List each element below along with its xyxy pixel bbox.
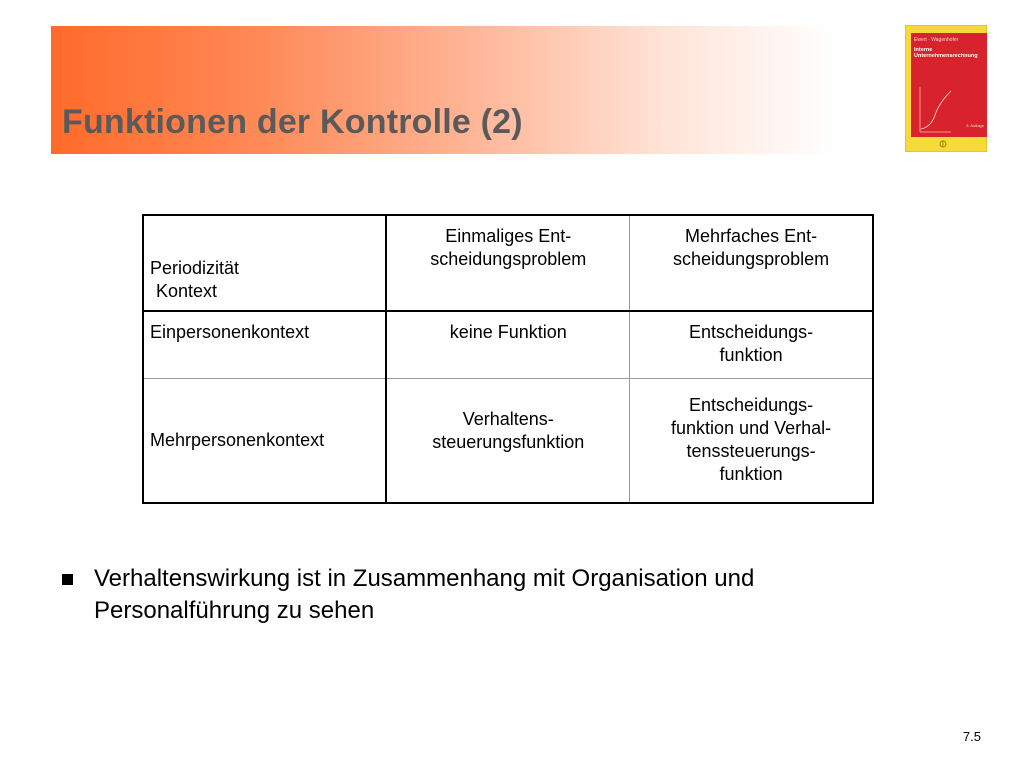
cell-text-line-1: Entscheidungs- [689,395,814,416]
publisher-logo-icon [939,140,947,148]
square-bullet-icon [62,574,73,585]
book-cover-graph-icon [917,85,953,135]
book-title-line-1: Interne [914,47,933,53]
table-header-row [143,215,873,311]
table-corner-cell [143,215,386,311]
page-number: 7.5 [962,729,981,744]
bullet-text-line-1: Verhaltenswirkung ist in Zusammenhang mit Organisation und [94,565,755,592]
cell-single-person-single-decision [386,311,629,378]
corner-periodicity-label: Periodizität [150,258,240,278]
table-row [143,311,873,378]
table-row [143,378,873,503]
cell-text-line-3: tenssteuerungs- [686,441,816,462]
book-cover-band [911,33,987,137]
book-cover-image [905,25,987,152]
cell-single-person-multiple-decision [630,311,873,378]
header-single-decision-line-2: scheidungsproblem [430,249,587,269]
bullet-text-line-2: Personalführung zu sehen [94,597,375,624]
cell-text-line-2: funktion und Verhal- [671,418,832,439]
book-title-line-2: Unternehmensrechnung [914,53,978,59]
cell-text-line-1: Entscheidungs- [689,322,814,342]
book-title [914,47,986,59]
header-single-decision-line-1: Einmaliges Ent- [445,226,572,246]
cell-text-line-4: funktion [719,464,783,485]
book-edition: 5. Auflage [966,123,984,128]
row-label-single-person: Einpersonenkontext [143,311,386,378]
header-multiple-decision-line-1: Mehrfaches Ent- [685,226,818,246]
header-multiple-decision-line-2: scheidungsproblem [673,249,830,269]
control-functions-table [142,214,874,504]
cell-multi-person-multiple-decision [630,378,873,503]
header-multiple-decision [630,215,873,311]
row-label-multi-person: Mehrpersonenkontext [143,378,386,503]
slide-title: Funktionen der Kontrolle (2) [62,103,523,141]
header-single-decision [386,215,629,311]
corner-context-label: Kontext [156,281,218,301]
book-author: Ewert · Wagenhofer [914,37,959,43]
cell-text-line-2: steuerungsfunktion [432,432,585,453]
cell-text-line-2: funktion [719,345,783,365]
cell-text: keine Funktion [449,322,567,342]
cell-multi-person-single-decision [386,378,629,503]
bullet-text [94,563,914,627]
cell-text-line-1: Verhaltens- [462,409,554,430]
